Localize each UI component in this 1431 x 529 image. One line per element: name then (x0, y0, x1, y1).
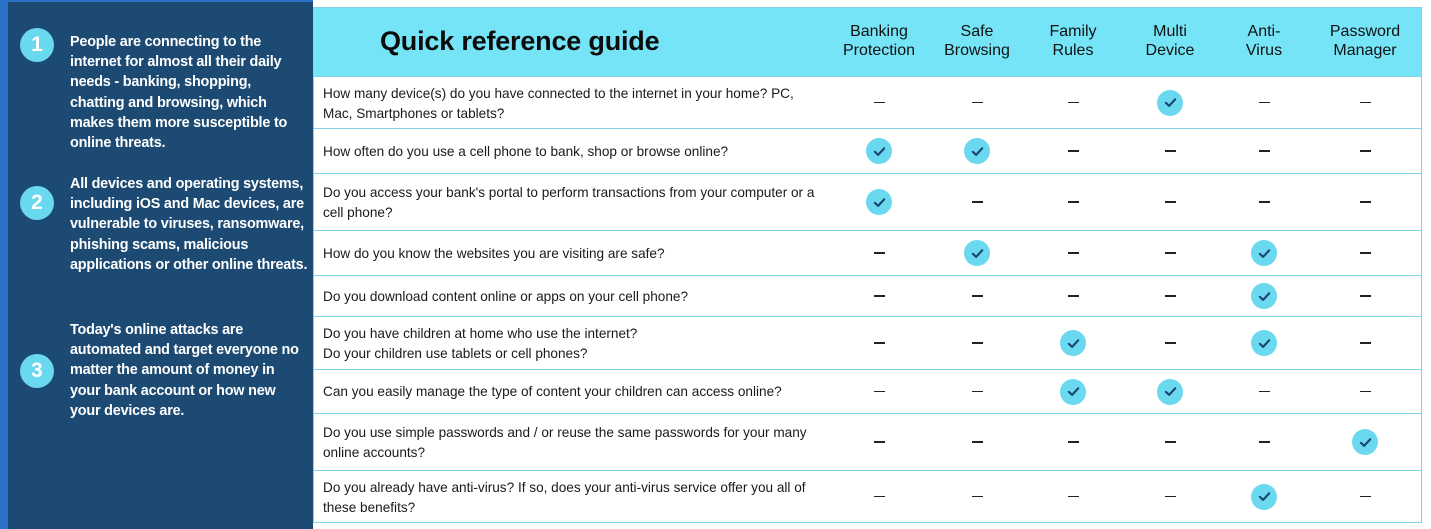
table-cell (849, 174, 909, 230)
table-row (314, 275, 1421, 316)
table-cell (1234, 471, 1294, 522)
table-cell (947, 317, 1007, 369)
info-panel (0, 0, 313, 529)
table-cell (1234, 414, 1294, 470)
table-cell (1335, 129, 1395, 173)
column-header-line2: Protection (842, 42, 916, 59)
table-cell (1335, 414, 1395, 470)
dash-icon (1259, 391, 1270, 393)
checkmark-icon (964, 138, 990, 164)
column-header-5 (1246, 22, 1282, 60)
dash-icon (1165, 295, 1176, 297)
table-row (314, 76, 1421, 128)
dash-icon (1360, 496, 1371, 498)
checkmark-icon (1251, 484, 1277, 510)
dash-icon (874, 496, 885, 498)
table-cell (947, 77, 1007, 128)
checkmark-icon (1251, 240, 1277, 266)
table-cell (1335, 174, 1395, 230)
table-cell (1043, 231, 1103, 275)
table-cell (1234, 231, 1294, 275)
table-cell (1043, 129, 1103, 173)
question-text: Do you download content online or apps on your cell phone? (323, 289, 689, 304)
dash-icon (1360, 102, 1371, 104)
table-cell (1234, 174, 1294, 230)
table-header (314, 8, 1421, 76)
checkmark-icon (1060, 330, 1086, 356)
table-cell (1335, 471, 1395, 522)
question-text: How many device(s) do you have connected to the internet in your home? PC, Mac, Smartphones or tablets? (323, 86, 794, 121)
table-cell (1234, 129, 1294, 173)
table-cell (1043, 370, 1103, 413)
column-header-line1: Banking (850, 23, 908, 40)
table-cell (1234, 370, 1294, 413)
table-cell (947, 414, 1007, 470)
question-text: How do you know the websites you are visiting are safe? (323, 246, 665, 261)
question-text: Can you easily manage the type of content your children can access online? (323, 384, 782, 399)
table-cell (947, 471, 1007, 522)
checkmark-icon (1251, 330, 1277, 356)
info-text-3: Today's online attacks are automated and target everyone no matter the amount of money in your bank account or how new your devices are. (70, 322, 299, 419)
dash-icon (1259, 201, 1270, 203)
table-cell (947, 129, 1007, 173)
table-cell (1140, 370, 1200, 413)
dash-icon (1068, 201, 1079, 203)
dash-icon (972, 441, 983, 443)
table-cell (849, 471, 909, 522)
column-header-4 (1146, 22, 1195, 60)
table-cell (1140, 414, 1200, 470)
checkmark-icon (866, 138, 892, 164)
column-header-line1: Multi (1153, 23, 1187, 40)
dash-icon (1068, 252, 1079, 254)
table-row (314, 173, 1421, 230)
table-cell (1335, 77, 1395, 128)
dash-icon (1165, 342, 1176, 344)
table-cell (1140, 174, 1200, 230)
column-header-2 (944, 22, 1010, 60)
table-title: Quick reference guide (380, 26, 660, 56)
table-cell (1140, 471, 1200, 522)
info-text-1: People are connecting to the internet for almost all their daily needs - banking, shopping, chatting and browsing, which makes them more susceptible to online threats. (70, 34, 288, 152)
dash-icon (1259, 102, 1270, 104)
dash-icon (1360, 201, 1371, 203)
dash-icon (1360, 252, 1371, 254)
column-header-6 (1330, 22, 1400, 60)
dash-icon (1068, 150, 1079, 152)
table-cell (1335, 231, 1395, 275)
column-header-line1: Anti- (1247, 23, 1281, 40)
table-cell (849, 129, 909, 173)
table-cell (947, 231, 1007, 275)
dash-icon (1068, 496, 1079, 498)
table-row (314, 413, 1421, 470)
table-cell (1140, 317, 1200, 369)
table-cell (849, 317, 909, 369)
dash-icon (972, 496, 983, 498)
table-cell (1234, 317, 1294, 369)
dash-icon (874, 252, 885, 254)
dash-icon (972, 295, 983, 297)
dash-icon (1068, 295, 1079, 297)
table-row (314, 128, 1421, 173)
dash-icon (874, 342, 885, 344)
checkmark-icon (964, 240, 990, 266)
column-header-line2: Virus (1245, 42, 1283, 59)
number-badge-2: 2 (20, 186, 54, 220)
table-cell (849, 77, 909, 128)
dash-icon (1360, 295, 1371, 297)
table-cell (1043, 471, 1103, 522)
table-cell (1140, 77, 1200, 128)
column-header-line2: Device (1145, 42, 1195, 59)
column-header-3 (1049, 22, 1096, 60)
table-cell (947, 174, 1007, 230)
table-row (314, 230, 1421, 275)
checkmark-icon (1157, 90, 1183, 116)
dash-icon (1068, 102, 1079, 104)
question-text: Do you access your bank's portal to perform transactions from your computer or a cell phone? (323, 185, 815, 220)
checkmark-icon (1157, 379, 1183, 405)
dash-icon (972, 102, 983, 104)
table-cell (1140, 231, 1200, 275)
dash-icon (972, 201, 983, 203)
table-cell (1043, 317, 1103, 369)
table-cell (1234, 276, 1294, 316)
table-cell (1043, 174, 1103, 230)
checkmark-icon (1352, 429, 1378, 455)
dash-icon (972, 391, 983, 393)
dash-icon (1360, 342, 1371, 344)
info-text-2: All devices and operating systems, including iOS and Mac devices, are vulnerable to viruses, ransomware, phishing scams, malicious applications or other online threats. (70, 176, 308, 273)
table-cell (1140, 276, 1200, 316)
dash-icon (874, 391, 885, 393)
table-cell (849, 414, 909, 470)
table-cell (1335, 370, 1395, 413)
table-cell (947, 276, 1007, 316)
table-cell (947, 370, 1007, 413)
table-cell (1140, 129, 1200, 173)
column-header-line1: Password (1329, 23, 1401, 40)
column-header-1 (843, 22, 915, 60)
question-text: Do you use simple passwords and / or reuse the same passwords for your many online accounts? (323, 425, 807, 460)
checkmark-icon (1060, 379, 1086, 405)
table-row (314, 470, 1421, 522)
checkmark-icon (1251, 283, 1277, 309)
dash-icon (874, 441, 885, 443)
table-cell (1335, 276, 1395, 316)
dash-icon (1165, 150, 1176, 152)
column-header-line1: Family (1049, 23, 1097, 40)
question-text: How often do you use a cell phone to bank, shop or browse online? (323, 144, 729, 159)
table-cell (849, 370, 909, 413)
dash-icon (1068, 441, 1079, 443)
table-cell (1043, 276, 1103, 316)
dash-icon (1165, 201, 1176, 203)
dash-icon (1165, 496, 1176, 498)
number-badge-3: 3 (20, 354, 54, 388)
number-badge-1: 1 (20, 28, 54, 62)
table-row (314, 369, 1421, 413)
dash-icon (972, 342, 983, 344)
question-text: Do you have children at home who use the internet? Do your children use tablets or cell phones? (323, 326, 638, 361)
table-row (314, 316, 1421, 369)
dash-icon (1259, 441, 1270, 443)
column-header-line2: Browsing (944, 42, 1010, 59)
dash-icon (874, 102, 885, 104)
dash-icon (1360, 391, 1371, 393)
question-text: Do you already have anti-virus? If so, does your anti-virus service offer you all of these benefits? (323, 480, 806, 515)
dash-icon (1360, 150, 1371, 152)
table-cell (849, 276, 909, 316)
dash-icon (1165, 252, 1176, 254)
table-cell (1043, 414, 1103, 470)
table-cell (1335, 317, 1395, 369)
dash-icon (874, 295, 885, 297)
table-cell (849, 231, 909, 275)
checkmark-icon (866, 189, 892, 215)
column-header-line2: Manager (1333, 42, 1397, 59)
dash-icon (1259, 150, 1270, 152)
dash-icon (1165, 441, 1176, 443)
table-cell (1043, 77, 1103, 128)
reference-table (313, 7, 1422, 523)
column-header-line2: Rules (1052, 42, 1094, 59)
column-header-line1: Safe (960, 23, 994, 40)
table-cell (1234, 77, 1294, 128)
